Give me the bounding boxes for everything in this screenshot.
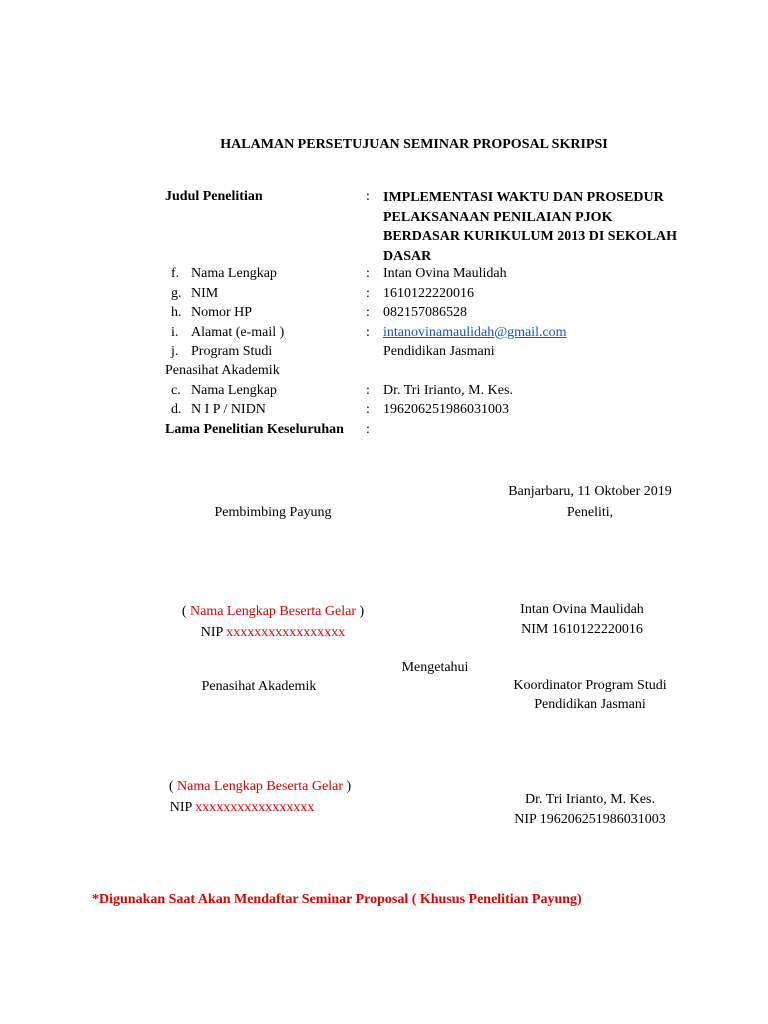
date-place: Banjarbaru, 11 Oktober 2019	[508, 484, 672, 499]
pa-sign-nip	[132, 800, 352, 816]
footnote: *Digunakan Saat Akan Mendaftar Seminar Proposal ( Khusus Penelitian Payung)	[92, 892, 582, 907]
item-letter: h.	[171, 305, 182, 320]
field-label: Alamat (e-mail )	[191, 324, 285, 340]
item-letter: c.	[171, 382, 181, 398]
judul-label: Judul Penelitian	[165, 189, 263, 204]
paren-open: (	[168, 779, 177, 794]
field-value: 1610122220016	[383, 285, 474, 301]
field-colon: :	[366, 324, 370, 340]
koordinator-nip: NIP 196206251986031003	[514, 812, 666, 827]
peneliti-label: Peneliti,	[566, 505, 614, 520]
field-colon: :	[366, 382, 370, 398]
paren-open: (	[181, 604, 190, 619]
name-placeholder: Nama Lengkap Beserta Gelar	[190, 604, 356, 619]
field-value: Dr. Tri Irianto, M. Kes.	[383, 382, 513, 398]
field-label: Lama Penelitian Keseluruhan	[165, 421, 344, 437]
field-label: Nomor HP	[191, 305, 253, 320]
pembimbing-name	[163, 604, 383, 620]
nip-prefix: NIP	[200, 625, 227, 640]
peneliti-nim: NIM 1610122220016	[521, 622, 643, 637]
judul-line: IMPLEMENTASI WAKTU DAN PROSEDUR	[383, 190, 664, 205]
name-placeholder: Nama Lengkap Beserta Gelar	[177, 779, 343, 794]
field-colon: :	[366, 266, 370, 281]
field-colon: :	[366, 421, 370, 437]
pembimbing-label: Pembimbing Payung	[214, 505, 332, 520]
pembimbing-nip	[163, 625, 383, 641]
paren-close: )	[355, 604, 365, 619]
item-letter: j.	[171, 344, 179, 359]
item-letter: i.	[171, 324, 179, 340]
field-colon: :	[366, 305, 370, 320]
koordinator-label-1: Koordinator Program Studi	[513, 678, 667, 693]
pa-sign-name	[150, 779, 370, 795]
page-title: HALAMAN PERSETUJUAN SEMINAR PROPOSAL SKRIPSI	[220, 137, 608, 152]
koordinator-name: Dr. Tri Irianto, M. Kes.	[525, 792, 655, 807]
pa-heading: Penasihat Akademik	[165, 363, 280, 378]
judul-value	[383, 188, 703, 266]
koordinator-label-2: Pendidikan Jasmani	[534, 697, 646, 712]
nip-placeholder: xxxxxxxxxxxxxxxxx	[195, 800, 315, 815]
field-value: 196206251986031003	[383, 402, 509, 417]
peneliti-name: Intan Ovina Maulidah	[520, 602, 644, 617]
item-letter: f.	[171, 266, 180, 281]
item-letter: d.	[171, 402, 182, 417]
field-label: Nama Lengkap	[191, 266, 277, 281]
judul-line: PELAKSANAAN PENILAIAN PJOK	[383, 209, 613, 225]
mengetahui-label: Mengetahui	[401, 660, 469, 675]
judul-line: DASAR	[383, 248, 432, 264]
field-label: N I P / NIDN	[191, 402, 266, 417]
field-colon: :	[366, 402, 370, 417]
nip-placeholder: xxxxxxxxxxxxxxxxx	[226, 625, 346, 640]
item-letter: g.	[171, 285, 182, 301]
field-label: Nama Lengkap	[191, 382, 277, 398]
judul-line: BERDASAR KURIKULUM 2013 DI SEKOLAH	[383, 229, 678, 244]
field-value: Pendidikan Jasmani	[383, 344, 495, 359]
judul-colon: :	[366, 189, 370, 204]
field-value: Intan Ovina Maulidah	[383, 266, 507, 281]
field-label: Program Studi	[191, 344, 273, 359]
nip-prefix: NIP	[169, 800, 196, 815]
paren-close: )	[342, 779, 352, 794]
field-colon: :	[366, 285, 370, 301]
pa-sign-label: Penasihat Akademik	[201, 679, 317, 694]
field-value: 082157086528	[383, 305, 467, 320]
field-label: NIM	[191, 285, 219, 301]
email-link[interactable]: intanovinamaulidah@gmail.com	[383, 324, 567, 340]
